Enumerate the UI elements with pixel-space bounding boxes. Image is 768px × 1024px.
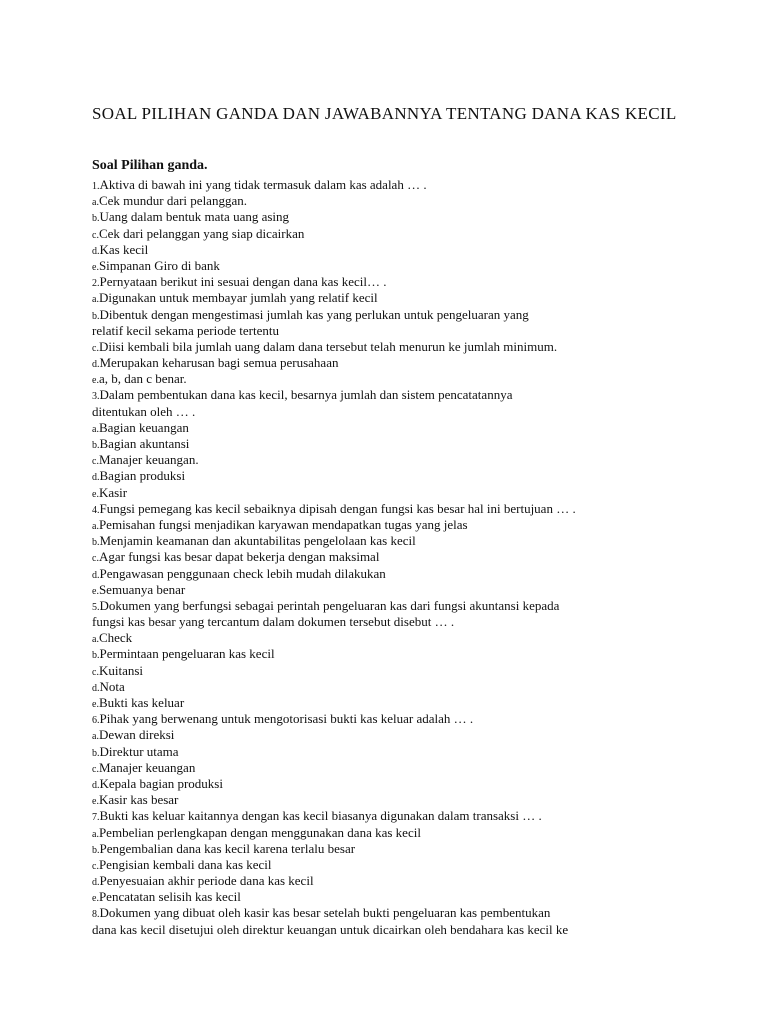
line-marker: c.	[92, 456, 99, 468]
line-marker: e.	[92, 699, 99, 710]
line-marker: c.	[92, 763, 99, 775]
line-text: Pemisahan fungsi menjadikan karyawan mendapatkan tugas yang jelas	[98, 516, 468, 532]
continuation-line	[92, 614, 732, 630]
line-marker: d.	[92, 245, 100, 257]
line-text: Kasir kas besar	[98, 792, 179, 808]
line-text: Cek dari pelanggan yang siap dicairkan	[98, 225, 305, 241]
line-marker: 5.	[92, 601, 100, 613]
option-line	[92, 549, 732, 565]
option-line	[92, 760, 732, 776]
line-marker: c.	[92, 229, 99, 241]
option-line	[92, 792, 732, 808]
line-marker: e.	[92, 796, 99, 808]
option-line	[92, 242, 732, 258]
option-line	[92, 873, 732, 889]
option-line	[92, 371, 732, 387]
question-line	[92, 387, 732, 403]
question-list	[92, 177, 732, 938]
line-text: Kepala bagian produksi	[99, 775, 223, 791]
line-text: relatif kecil sekama periode tertentu	[92, 322, 279, 338]
line-marker: e.	[92, 488, 99, 500]
line-marker: b.	[92, 537, 100, 549]
line-text: Bagian keuangan	[98, 419, 189, 435]
line-text: Simpanan Giro di bank	[98, 257, 220, 273]
option-line	[92, 452, 732, 468]
line-marker: b.	[92, 844, 100, 856]
question-line	[92, 501, 732, 517]
line-text: Bagian akuntansi	[99, 436, 190, 451]
document-title: SOAL PILIHAN GANDA DAN JAWABANNYA TENTANG DANA KAS KECIL	[92, 104, 677, 123]
line-text: Cek mundur dari pelanggan.	[98, 193, 247, 209]
line-text: Nota	[99, 678, 125, 694]
line-marker: 8.	[92, 909, 100, 921]
line-marker: a.	[92, 197, 99, 209]
line-marker: d.	[92, 472, 100, 484]
line-text: Diisi kembali bila jumlah uang dalam dana tersebut telah menurun ke jumlah minimum.	[98, 338, 558, 354]
continuation-line	[92, 922, 732, 938]
option-line	[92, 663, 732, 679]
line-marker: b.	[92, 213, 100, 225]
question-line	[92, 598, 732, 614]
line-marker: e.	[92, 261, 99, 273]
option-line	[92, 841, 732, 857]
option-line	[92, 727, 732, 743]
line-text: Pengawasan penggunaan check lebih mudah dilakukan	[99, 565, 386, 581]
line-marker: c.	[92, 553, 99, 565]
continuation-line	[92, 404, 732, 420]
line-text: Kuitansi	[98, 662, 144, 678]
line-marker: 4.	[92, 504, 100, 516]
line-text: fungsi kas besar yang tercantum dalam dokumen tersebut disebut … .	[92, 614, 455, 630]
option-line	[92, 630, 732, 646]
line-marker: 2.	[92, 278, 100, 290]
line-marker: 3.	[92, 391, 100, 403]
question-line	[92, 905, 732, 921]
line-marker: c.	[92, 342, 99, 354]
line-marker: d.	[92, 877, 100, 889]
line-text: Direktur utama	[99, 743, 179, 759]
line-text: Aktiva di bawah ini yang tidak termasuk dalam kas adalah … .	[99, 177, 427, 192]
line-marker: a.	[92, 520, 99, 532]
line-text: Bukti kas keluar	[98, 695, 185, 710]
line-text: Pengembalian dana kas kecil karena terlalu besar	[99, 840, 356, 856]
option-line	[92, 679, 732, 695]
line-text: Merupakan keharusan bagi semua perusahaan	[99, 355, 339, 371]
line-marker: d.	[92, 682, 100, 694]
line-marker: d.	[92, 569, 100, 581]
option-line	[92, 226, 732, 242]
option-line	[92, 355, 732, 371]
line-text: Semuanya benar	[98, 581, 186, 597]
option-line	[92, 193, 732, 209]
line-text: Pencatatan selisih kas kecil	[98, 889, 241, 905]
option-line	[92, 533, 732, 549]
line-marker: b.	[92, 310, 100, 322]
line-text: ditentukan oleh … .	[92, 403, 196, 419]
option-line	[92, 468, 732, 484]
option-line	[92, 825, 732, 841]
line-text: Pihak yang berwenang untuk mengotorisasi bukti kas keluar adalah … .	[99, 711, 474, 727]
option-line	[92, 290, 732, 306]
line-text: Pembelian perlengkapan dengan menggunakan dana kas kecil	[98, 824, 421, 840]
line-marker: a.	[92, 731, 99, 743]
line-text: Dibentuk dengan mengestimasi jumlah kas yang perlukan untuk pengeluaran yang	[99, 306, 529, 322]
option-line	[92, 582, 732, 598]
option-line	[92, 517, 732, 533]
section-heading: Soal Pilihan ganda.	[92, 158, 208, 173]
option-line	[92, 339, 732, 355]
line-marker: e.	[92, 375, 99, 387]
option-line	[92, 307, 732, 323]
option-line	[92, 695, 732, 711]
line-marker: a.	[92, 423, 99, 435]
line-text: Dokumen yang dibuat oleh kasir kas besar setelah bukti pengeluaran kas pembentukan	[99, 905, 551, 921]
option-line	[92, 436, 732, 452]
line-text: Check	[98, 630, 133, 646]
line-text: Pernyataan berikut ini sesuai dengan dana kas kecil… .	[99, 274, 387, 290]
line-marker: d.	[92, 359, 100, 371]
line-marker: c.	[92, 666, 99, 678]
option-line	[92, 485, 732, 501]
line-text: Manajer keuangan.	[98, 452, 199, 468]
line-text: Dokumen yang berfungsi sebagai perintah pengeluaran kas dari fungsi akuntansi kepada	[99, 597, 560, 613]
line-text: Kas kecil	[99, 241, 149, 257]
line-text: Dalam pembentukan dana kas kecil, besarnya jumlah dan sistem pencatatannya	[99, 387, 513, 403]
line-text: Agar fungsi kas besar dapat bekerja dengan maksimal	[98, 549, 380, 565]
option-line	[92, 889, 732, 905]
option-line	[92, 776, 732, 792]
line-marker: e.	[92, 585, 99, 597]
line-marker: 1.	[92, 181, 100, 192]
line-text: Pengisian kembali dana kas kecil	[98, 856, 272, 872]
option-line	[92, 420, 732, 436]
option-line	[92, 744, 732, 760]
line-text: Digunakan untuk membayar jumlah yang relatif kecil	[98, 290, 378, 306]
line-marker: a.	[92, 828, 99, 840]
line-marker: e.	[92, 893, 99, 905]
line-text: Kasir	[98, 484, 128, 500]
line-text: Menjamin keamanan dan akuntabilitas pengelolaan kas kecil	[99, 533, 416, 549]
line-text: Penyesuaian akhir periode dana kas kecil	[99, 873, 314, 889]
question-line	[92, 274, 732, 290]
line-marker: 6.	[92, 715, 100, 727]
line-text: dana kas kecil disetujui oleh direktur keuangan untuk dicairkan oleh bendahara kas kecil ke	[92, 921, 569, 937]
line-text: Fungsi pemegang kas kecil sebaiknya dipisah dengan fungsi kas besar hal ini bertujuan … .	[99, 500, 576, 516]
line-text: Bagian produksi	[99, 468, 186, 484]
line-marker: a.	[92, 634, 99, 646]
option-line	[92, 258, 732, 274]
line-marker: 7.	[92, 812, 100, 824]
line-marker: b.	[92, 650, 100, 662]
option-line	[92, 857, 732, 873]
option-line	[92, 209, 732, 225]
line-marker: a.	[92, 294, 99, 306]
continuation-line	[92, 323, 732, 339]
question-line	[92, 711, 732, 727]
line-marker: c.	[92, 860, 99, 872]
line-text: a, b, dan c benar.	[98, 371, 187, 387]
option-line	[92, 566, 732, 582]
line-marker: d.	[92, 779, 100, 791]
line-marker: b.	[92, 440, 100, 451]
line-text: Permintaan pengeluaran kas kecil	[99, 646, 275, 662]
line-text: Uang dalam bentuk mata uang asing	[99, 209, 290, 225]
option-line	[92, 646, 732, 662]
line-marker: b.	[92, 747, 100, 759]
question-line	[92, 808, 732, 824]
line-text: Bukti kas keluar kaitannya dengan kas kecil biasanya digunakan dalam transaksi … .	[99, 808, 542, 824]
line-text: Dewan direksi	[98, 727, 175, 743]
question-line	[92, 177, 732, 193]
line-text: Manajer keuangan	[98, 759, 196, 775]
